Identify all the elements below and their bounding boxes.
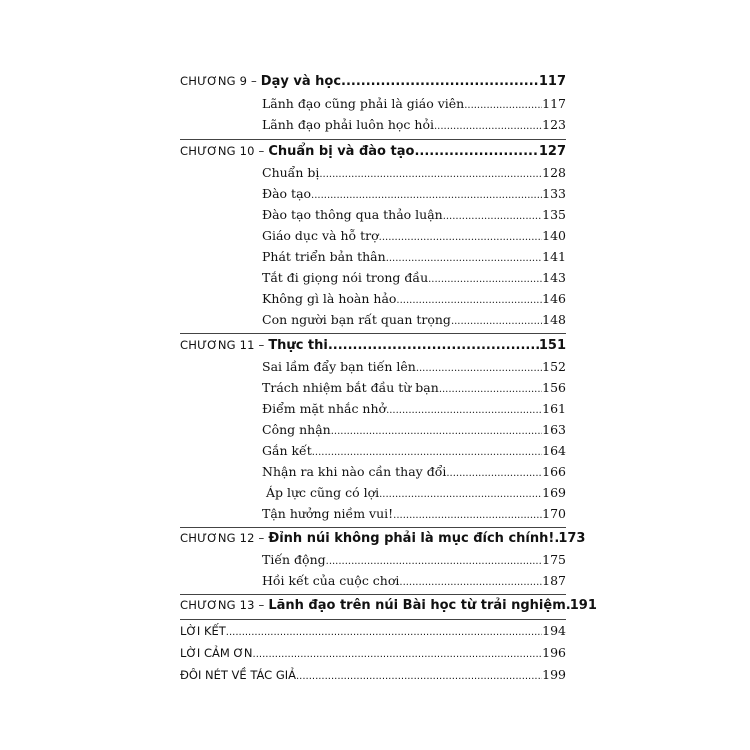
section-entry (262, 228, 566, 243)
section-entry (262, 117, 566, 132)
chapter-heading (180, 338, 328, 353)
page-number: 164 (542, 443, 566, 458)
divider (180, 594, 566, 595)
section-title: Tắt đi giọng nói trong đầu (262, 270, 429, 285)
section-title: Không gì là hoàn hảo (262, 291, 397, 306)
section-entry (262, 573, 566, 588)
dot-leader (451, 316, 542, 327)
dot-leader (399, 577, 542, 588)
section-title: Phát triển bản thân (262, 249, 386, 264)
page-number: 140 (542, 228, 566, 243)
back-matter-title: LỜI CẢM ƠN (180, 646, 253, 660)
dot-leader (226, 627, 542, 638)
section-entry (262, 312, 566, 327)
divider (180, 333, 566, 334)
section-title: Tận hưởng niềm vui! (262, 506, 394, 521)
chapter-number: CHƯƠNG 13 – (180, 598, 269, 612)
page-number: 161 (542, 401, 566, 416)
page-number: 143 (542, 270, 566, 285)
chapter-heading (180, 531, 554, 546)
section-title: Giáo dục và hỗ trợ (262, 228, 379, 243)
page-number: 127 (538, 144, 566, 159)
chapter-heading (180, 144, 414, 159)
dot-leader (341, 74, 539, 89)
dot-leader (393, 510, 542, 521)
chapter-heading (180, 74, 341, 89)
dot-leader (253, 649, 543, 660)
chapter-12-entry (180, 531, 586, 546)
divider (180, 619, 566, 620)
section-entry (262, 96, 566, 111)
section-entry (262, 270, 566, 285)
page-number: 117 (538, 74, 566, 89)
section-entry (262, 291, 566, 306)
back-matter-entry (180, 645, 566, 660)
section-entry (262, 249, 566, 264)
page-number: 135 (542, 207, 566, 222)
section-title: Nhận ra khi nào cần thay đổi (262, 464, 447, 479)
section-title: Áp lực cũng có lợi (262, 485, 380, 500)
section-entry (262, 443, 566, 458)
chapter-number: CHƯƠNG 12 – (180, 531, 269, 545)
back-matter-title: ĐÔI NÉT VỀ TÁC GIẢ (180, 668, 296, 682)
section-entry (262, 552, 566, 567)
section-title: Con người bạn rất quan trọng (262, 312, 451, 327)
chapter-11-entry (180, 338, 566, 353)
section-entry (262, 380, 566, 395)
section-title: Lãnh đạo phải luôn học hỏi (262, 117, 434, 132)
section-entry (262, 165, 566, 180)
back-matter-entry (180, 667, 566, 682)
section-entry (262, 464, 566, 479)
chapter-number: CHƯƠNG 10 – (180, 144, 269, 158)
section-entry (262, 506, 566, 521)
chapter-13-entry (180, 598, 597, 613)
chapter-title: Chuẩn bị và đào tạo (268, 144, 415, 159)
page-number: 169 (542, 485, 566, 500)
page-number: 123 (542, 117, 566, 132)
dot-leader (439, 384, 542, 395)
chapter-heading (180, 598, 566, 613)
dot-leader (414, 144, 538, 159)
section-title: Đào tạo thông qua thảo luận (262, 207, 443, 222)
page-number: 173 (558, 531, 586, 546)
page-number: 146 (542, 291, 566, 306)
page-number: 133 (542, 186, 566, 201)
section-entry (262, 485, 566, 500)
section-entry (262, 207, 566, 222)
chapter-title: Thực thi (268, 338, 328, 353)
chapter-title: Lãnh đạo trên núi Bài học từ trải nghiệm (268, 598, 566, 613)
page-number: 194 (542, 623, 566, 638)
page-number: 187 (542, 573, 566, 588)
chapter-number: CHƯƠNG 11 – (180, 338, 269, 352)
dot-leader (416, 363, 542, 374)
section-title: Điểm mặt nhắc nhở (262, 401, 387, 416)
dot-leader (328, 338, 539, 353)
back-matter-title: LỜI KẾT (180, 624, 226, 638)
divider (180, 139, 566, 140)
back-matter-entry (180, 623, 566, 638)
dot-leader (428, 274, 542, 285)
divider (180, 527, 566, 528)
page-number: 196 (542, 645, 566, 660)
chapter-10-entry (180, 144, 566, 159)
section-title: Đào tạo (262, 186, 312, 201)
dot-leader (296, 671, 542, 682)
section-title: Sai lầm đẩy bạn tiến lên (262, 359, 416, 374)
page-number: 117 (542, 96, 566, 111)
dot-leader (386, 405, 542, 416)
section-entry (262, 422, 566, 437)
dot-leader (331, 426, 542, 437)
chapter-title: Dạy và học (260, 74, 342, 89)
dot-leader (319, 169, 542, 180)
section-title: Gắn kết (262, 443, 312, 458)
page-number: 128 (542, 165, 566, 180)
dot-leader (396, 295, 542, 306)
section-title: Hồi kết của cuộc chơi (262, 573, 400, 588)
chapter-9-entry (180, 74, 566, 89)
page-number: 141 (542, 249, 566, 264)
section-entry (262, 359, 566, 374)
dot-leader (434, 121, 542, 132)
section-entry (262, 186, 566, 201)
dot-leader (311, 190, 542, 201)
page-number: 191 (569, 598, 597, 613)
dot-leader (464, 100, 542, 111)
dot-leader (312, 447, 542, 458)
dot-leader (379, 489, 542, 500)
section-title: Lãnh đạo cũng phải là giáo viên (262, 96, 465, 111)
page-number: 148 (542, 312, 566, 327)
page-number: 156 (542, 380, 566, 395)
dot-leader (379, 232, 542, 243)
page-number: 151 (538, 338, 566, 353)
page-number: 152 (542, 359, 566, 374)
section-title: Chuẩn bị (262, 165, 320, 180)
page-number: 175 (542, 552, 566, 567)
section-title: Tiến động (262, 552, 326, 567)
chapter-number: CHƯƠNG 9 – (180, 74, 261, 88)
dot-leader (443, 211, 542, 222)
page-number: 163 (542, 422, 566, 437)
page-number: 199 (542, 667, 566, 682)
section-title: Công nhận (262, 422, 331, 437)
dot-leader (386, 253, 542, 264)
chapter-title: Đỉnh núi không phải là mục đích chính! (268, 531, 555, 546)
page-number: 170 (542, 506, 566, 521)
section-entry (262, 401, 566, 416)
page-number: 166 (542, 464, 566, 479)
dot-leader (326, 556, 543, 567)
section-title: Trách nhiệm bắt đầu từ bạn (262, 380, 439, 395)
dot-leader (446, 468, 542, 479)
